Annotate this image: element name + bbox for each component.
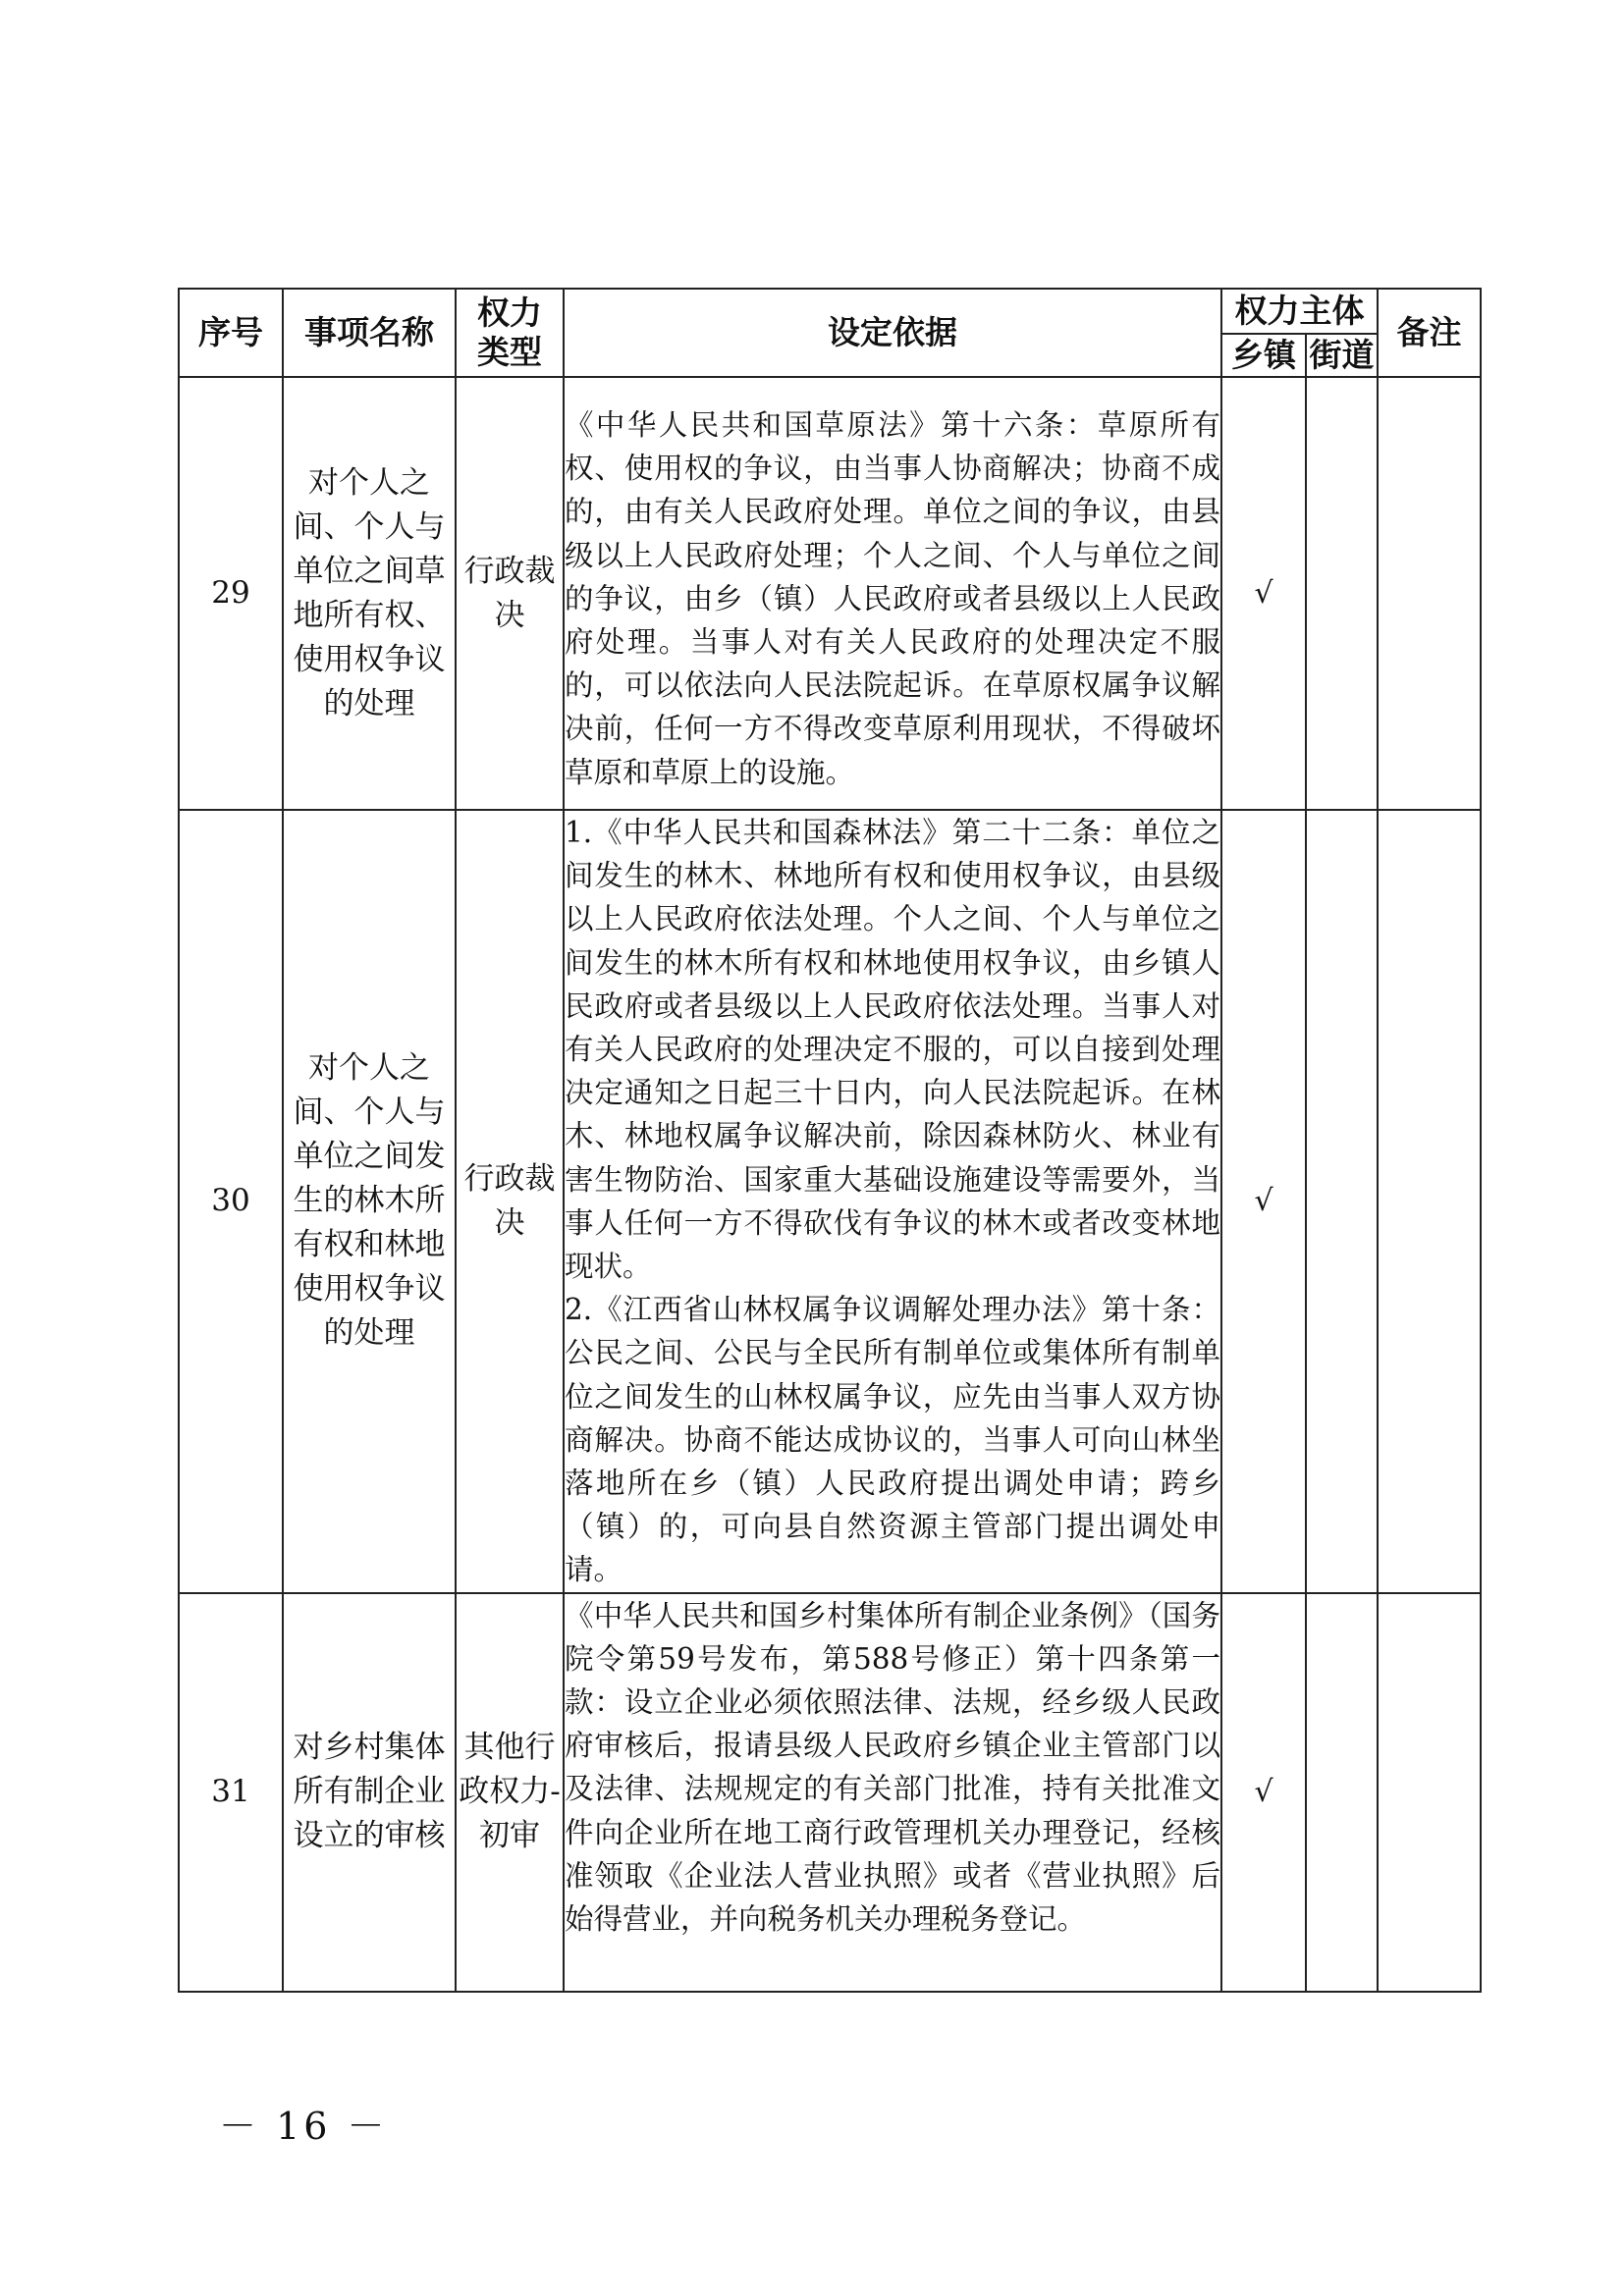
row-basis: [564, 377, 1221, 810]
header-seq: 序号: [179, 289, 283, 377]
basis-paragraph: 2.《江西省山林权属争议调解处理办法》第十条：公民之间、公民与全民所有制单位或集体所有制单位之间发生的山林权属争议，应先由当事人双方协商解决。协商不能达成协议的，当事人可向山林坐落地所在乡（镇）人民政府提出调处申请；跨乡（镇）的，可向县自然资源主管部门提出调处申请。: [565, 1293, 1220, 1587]
row-street-check: [1306, 377, 1378, 810]
row-seq: 30: [179, 810, 283, 1593]
row-basis: [564, 1593, 1221, 1992]
row-remark: [1378, 810, 1481, 1593]
page-number: － 16 －: [219, 2105, 389, 2148]
row-township-check: √: [1221, 1593, 1306, 1992]
row-township-check: √: [1221, 377, 1306, 810]
row-power-type: 其他行政权力-初审: [456, 1593, 564, 1992]
row-township-check: √: [1221, 810, 1306, 1593]
table-row: [179, 377, 1481, 810]
header-street: 街道: [1306, 334, 1378, 377]
row-street-check: [1306, 1593, 1378, 1992]
basis-paragraph: 《中华人民共和国乡村集体所有制企业条例》（国务院令第59号发布，第588号修正）第十四条第一款：设立企业必须依照法律、法规，经乡级人民政府审核后，报请县级人民政府乡镇企业主管部门以及法律、法规规定的有关部门批准，持有关批准文件向企业所在地工商行政管理机关办理登记，经核准领取《企业法人营业执照》或者《营业执照》后始得营业，并向税务机关办理税务登记。: [565, 1598, 1220, 1937]
row-item-name: 对个人之间、个人与单位之间草地所有权、使用权争议的处理: [283, 377, 456, 810]
row-street-check: [1306, 810, 1378, 1593]
row-power-type: 行政裁决: [456, 810, 564, 1593]
header-type: 权力类型: [456, 289, 564, 377]
basis-paragraph: 1.《中华人民共和国森林法》第二十二条：单位之间发生的林木、林地所有权和使用权争议，由县级以上人民政府依法处理。个人之间、个人与单位之间发生的林木所有权和林地使用权争议，由乡镇人民政府或者县级以上人民政府依法处理。当事人对有关人民政府的处理决定不服的，可以自接到处理决定通知之日起三十日内，向人民法院起诉。在林木、林地权属争议解决前，除因森林防火、林业有害生物防治、国家重大基础设施建设等需要外，当事人任何一方不得砍伐有争议的林木或者改变林地现状。: [565, 816, 1220, 1284]
power-list-table: [178, 288, 1482, 1993]
row-basis: [564, 810, 1221, 1593]
table-row: [179, 1593, 1481, 1992]
header-basis: 设定依据: [564, 289, 1221, 377]
header-remark: 备注: [1378, 289, 1481, 377]
row-remark: [1378, 1593, 1481, 1992]
row-seq: 31: [179, 1593, 283, 1992]
header-name: 事项名称: [283, 289, 456, 377]
row-seq: 29: [179, 377, 283, 810]
row-item-name: 对个人之间、个人与单位之间发生的林木所有权和林地使用权争议的处理: [283, 810, 456, 1593]
row-remark: [1378, 377, 1481, 810]
row-item-name: 对乡村集体所有制企业设立的审核: [283, 1593, 456, 1992]
row-power-type: 行政裁决: [456, 377, 564, 810]
header-township: 乡镇: [1221, 334, 1306, 377]
header-subject: 权力主体: [1221, 289, 1378, 334]
basis-paragraph: 《中华人民共和国草原法》第十六条：草原所有权、使用权的争议，由当事人协商解决；协商不成的，由有关人民政府处理。单位之间的争议，由县级以上人民政府处理；个人之间、个人与单位之间的争议，由乡（镇）人民政府或者县级以上人民政府处理。当事人对有关人民政府的处理决定不服的，可以依法向人民法院起诉。在草原权属争议解决前，任何一方不得改变草原利用现状，不得破坏草原和草原上的设施。: [565, 408, 1220, 789]
table-row: [179, 810, 1481, 1593]
